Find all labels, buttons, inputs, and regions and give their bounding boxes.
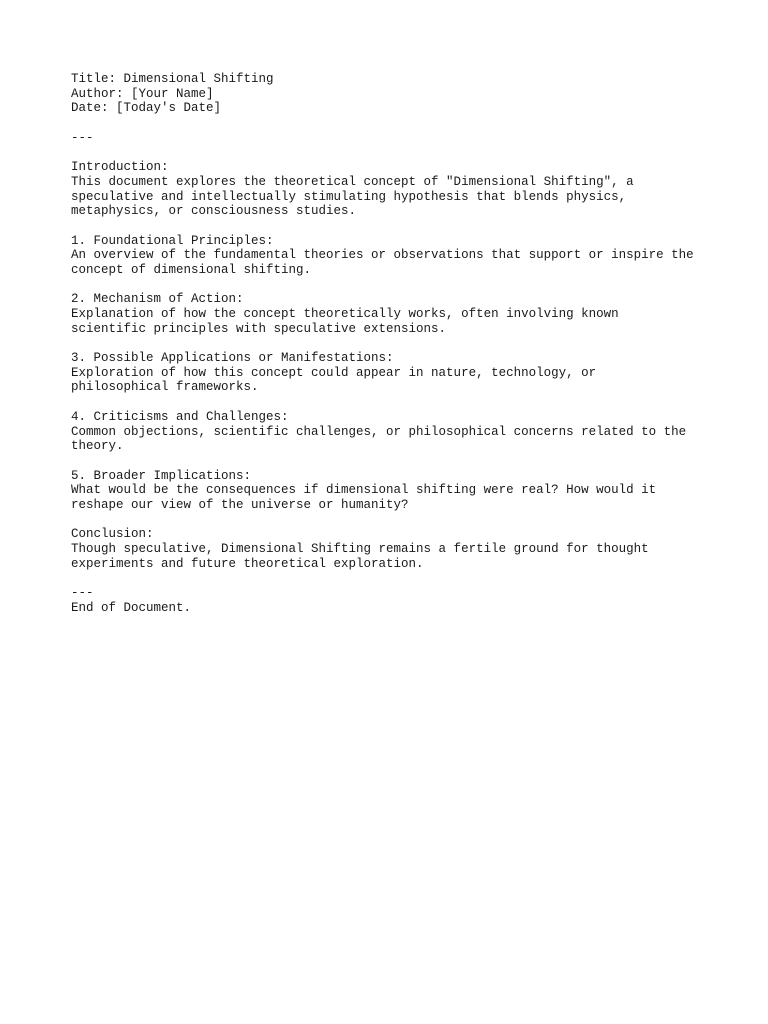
separator-bottom: --- <box>71 586 94 601</box>
section-line: theory. <box>71 439 124 454</box>
blank-line <box>71 145 751 160</box>
introduction-line: speculative and intellectually stimulating hypothesis that blends physics, <box>71 189 627 204</box>
end-of-document: End of Document. <box>71 600 192 615</box>
conclusion-line: experiments and future theoretical exploration. <box>71 556 424 571</box>
section-line: Exploration of how this concept could appear in nature, technology, or <box>71 365 597 380</box>
blank-line <box>71 395 751 410</box>
conclusion-section <box>71 527 751 571</box>
section-line: What would be the consequences if dimensional shifting were real? How would it <box>71 483 657 498</box>
section-line: Common objections, scientific challenges, or philosophical concerns related to the <box>71 424 687 439</box>
section-line: concept of dimensional shifting. <box>71 262 312 277</box>
separator-top: --- <box>71 130 94 145</box>
blank-line <box>71 116 751 131</box>
section-foundational-principles <box>71 234 751 278</box>
section-line: philosophical frameworks. <box>71 380 259 395</box>
section-heading: 2. Mechanism of Action: <box>71 292 244 307</box>
section-criticisms <box>71 410 751 454</box>
section-applications <box>71 351 751 395</box>
section-line: scientific principles with speculative extensions. <box>71 321 447 336</box>
section-mechanism-of-action <box>71 292 751 336</box>
blank-line <box>71 513 751 528</box>
section-broader-implications <box>71 469 751 513</box>
document-body <box>71 72 751 615</box>
introduction-line: metaphysics, or consciousness studies. <box>71 204 357 219</box>
blank-line <box>71 336 751 351</box>
introduction-section <box>71 160 751 219</box>
section-heading: 1. Foundational Principles: <box>71 233 274 248</box>
conclusion-heading: Conclusion: <box>71 527 154 542</box>
section-line: reshape our view of the universe or humanity? <box>71 497 409 512</box>
blank-line <box>71 571 751 586</box>
section-heading: 5. Broader Implications: <box>71 468 252 483</box>
section-line: An overview of the fundamental theories or observations that support or inspire the <box>71 248 694 263</box>
blank-line <box>71 219 751 234</box>
introduction-heading: Introduction: <box>71 160 169 175</box>
section-heading: 4. Criticisms and Challenges: <box>71 409 289 424</box>
section-line: Explanation of how the concept theoretically works, often involving known <box>71 307 619 321</box>
doc-date: Date: [Today's Date] <box>71 101 222 116</box>
section-heading: 3. Possible Applications or Manifestations: <box>71 351 394 366</box>
blank-line <box>71 278 751 293</box>
blank-line <box>71 454 751 469</box>
conclusion-line: Though speculative, Dimensional Shifting remains a fertile ground for thought <box>71 542 649 556</box>
doc-author: Author: [Your Name] <box>71 86 214 101</box>
introduction-line: This document explores the theoretical concept of "Dimensional Shifting", a <box>71 174 634 189</box>
doc-title: Title: Dimensional Shifting <box>71 72 274 86</box>
